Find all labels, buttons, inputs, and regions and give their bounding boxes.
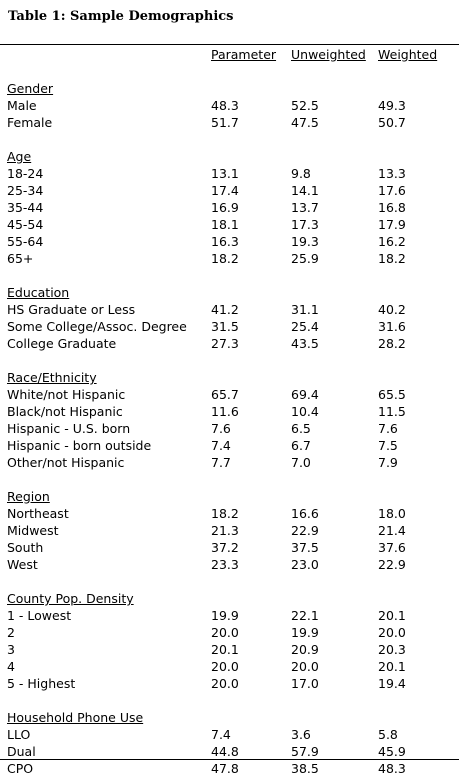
unweighted-value: 9.8 bbox=[291, 166, 311, 181]
row-label: White/not Hispanic bbox=[7, 387, 126, 402]
weighted-value: 21.4 bbox=[378, 523, 406, 538]
unweighted-value: 31.1 bbox=[291, 302, 319, 317]
table-row bbox=[0, 403, 459, 420]
spacer-row bbox=[0, 352, 459, 369]
row-label: Hispanic - born outside bbox=[7, 438, 152, 453]
unweighted-value: 20.9 bbox=[291, 642, 319, 657]
spacer-row bbox=[0, 131, 459, 148]
column-header-unweighted: Unweighted bbox=[291, 47, 366, 62]
spacer-row bbox=[0, 267, 459, 284]
row-label: 35-44 bbox=[7, 200, 44, 215]
table-row bbox=[0, 420, 459, 437]
weighted-value: 7.5 bbox=[378, 438, 398, 453]
row-label: South bbox=[7, 540, 44, 555]
top-rule bbox=[0, 44, 459, 45]
demographics-table bbox=[0, 46, 459, 777]
weighted-value: 17.9 bbox=[378, 217, 406, 232]
parameter-value: 31.5 bbox=[211, 319, 239, 334]
parameter-value: 16.9 bbox=[211, 200, 239, 215]
parameter-value: 65.7 bbox=[211, 387, 239, 402]
weighted-value: 5.8 bbox=[378, 727, 398, 742]
unweighted-value: 6.7 bbox=[291, 438, 311, 453]
parameter-value: 41.2 bbox=[211, 302, 239, 317]
unweighted-value: 52.5 bbox=[291, 98, 319, 113]
unweighted-value: 37.5 bbox=[291, 540, 319, 555]
weighted-value: 37.6 bbox=[378, 540, 406, 555]
table-row bbox=[0, 607, 459, 624]
parameter-value: 13.1 bbox=[211, 166, 239, 181]
section-heading: County Pop. Density bbox=[7, 591, 134, 606]
row-label: Some College/Assoc. Degree bbox=[7, 319, 187, 334]
unweighted-value: 16.6 bbox=[291, 506, 319, 521]
table-row bbox=[0, 114, 459, 131]
row-label: Other/not Hispanic bbox=[7, 455, 125, 470]
weighted-value: 20.1 bbox=[378, 608, 406, 623]
table-row bbox=[0, 165, 459, 182]
section-heading-row bbox=[0, 709, 459, 726]
parameter-value: 51.7 bbox=[211, 115, 239, 130]
weighted-value: 16.8 bbox=[378, 200, 406, 215]
unweighted-value: 43.5 bbox=[291, 336, 319, 351]
spacer-row bbox=[0, 692, 459, 709]
weighted-value: 16.2 bbox=[378, 234, 406, 249]
table-row bbox=[0, 726, 459, 743]
section-heading-row bbox=[0, 590, 459, 607]
table-row bbox=[0, 301, 459, 318]
table-row bbox=[0, 335, 459, 352]
weighted-value: 20.1 bbox=[378, 659, 406, 674]
unweighted-value: 22.1 bbox=[291, 608, 319, 623]
weighted-value: 19.4 bbox=[378, 676, 406, 691]
weighted-value: 48.3 bbox=[378, 761, 406, 776]
row-label: West bbox=[7, 557, 38, 572]
table-row bbox=[0, 641, 459, 658]
weighted-value: 18.2 bbox=[378, 251, 406, 266]
parameter-value: 27.3 bbox=[211, 336, 239, 351]
parameter-value: 20.1 bbox=[211, 642, 239, 657]
unweighted-value: 20.0 bbox=[291, 659, 319, 674]
table-row bbox=[0, 250, 459, 267]
parameter-value: 20.0 bbox=[211, 625, 239, 640]
spacer-row bbox=[0, 471, 459, 488]
weighted-value: 28.2 bbox=[378, 336, 406, 351]
unweighted-value: 6.5 bbox=[291, 421, 311, 436]
parameter-value: 19.9 bbox=[211, 608, 239, 623]
row-label: 25-34 bbox=[7, 183, 44, 198]
parameter-value: 7.4 bbox=[211, 727, 231, 742]
weighted-value: 18.0 bbox=[378, 506, 406, 521]
row-label: Dual bbox=[7, 744, 36, 759]
unweighted-value: 3.6 bbox=[291, 727, 311, 742]
unweighted-value: 47.5 bbox=[291, 115, 319, 130]
section-heading-row bbox=[0, 369, 459, 386]
table-row bbox=[0, 556, 459, 573]
unweighted-value: 19.3 bbox=[291, 234, 319, 249]
unweighted-value: 13.7 bbox=[291, 200, 319, 215]
section-heading-row bbox=[0, 80, 459, 97]
table-row bbox=[0, 675, 459, 692]
table-row bbox=[0, 233, 459, 250]
parameter-value: 21.3 bbox=[211, 523, 239, 538]
row-label: 45-54 bbox=[7, 217, 44, 232]
row-label: 1 - Lowest bbox=[7, 608, 72, 623]
table-row bbox=[0, 505, 459, 522]
weighted-value: 11.5 bbox=[378, 404, 406, 419]
row-label: 3 bbox=[7, 642, 15, 657]
row-label: Female bbox=[7, 115, 53, 130]
weighted-value: 40.2 bbox=[378, 302, 406, 317]
parameter-value: 17.4 bbox=[211, 183, 239, 198]
spacer-row bbox=[0, 63, 459, 80]
bottom-rule bbox=[0, 759, 459, 760]
weighted-value: 22.9 bbox=[378, 557, 406, 572]
column-header-weighted: Weighted bbox=[378, 47, 438, 62]
unweighted-value: 19.9 bbox=[291, 625, 319, 640]
row-label: Midwest bbox=[7, 523, 59, 538]
unweighted-value: 25.4 bbox=[291, 319, 319, 334]
parameter-value: 37.2 bbox=[211, 540, 239, 555]
parameter-value: 11.6 bbox=[211, 404, 239, 419]
parameter-value: 44.8 bbox=[211, 744, 239, 759]
table-row bbox=[0, 182, 459, 199]
weighted-value: 7.6 bbox=[378, 421, 398, 436]
row-label: HS Graduate or Less bbox=[7, 302, 136, 317]
column-header-parameter: Parameter bbox=[211, 47, 277, 62]
row-label: 2 bbox=[7, 625, 15, 640]
section-heading: Age bbox=[7, 149, 32, 164]
table-row bbox=[0, 318, 459, 335]
weighted-value: 7.9 bbox=[378, 455, 398, 470]
table-row bbox=[0, 539, 459, 556]
table-row bbox=[0, 454, 459, 471]
parameter-value: 23.3 bbox=[211, 557, 239, 572]
section-heading: Race/Ethnicity bbox=[7, 370, 97, 385]
parameter-value: 16.3 bbox=[211, 234, 239, 249]
header-row bbox=[0, 46, 459, 63]
row-label: 18-24 bbox=[7, 166, 44, 181]
section-heading-row bbox=[0, 148, 459, 165]
parameter-value: 18.2 bbox=[211, 251, 239, 266]
unweighted-value: 57.9 bbox=[291, 744, 319, 759]
row-label: LLO bbox=[7, 727, 31, 742]
section-heading: Gender bbox=[7, 81, 54, 96]
weighted-value: 65.5 bbox=[378, 387, 406, 402]
weighted-value: 13.3 bbox=[378, 166, 406, 181]
table-row bbox=[0, 199, 459, 216]
unweighted-value: 17.0 bbox=[291, 676, 319, 691]
row-label: College Graduate bbox=[7, 336, 117, 351]
table-row bbox=[0, 437, 459, 454]
weighted-value: 17.6 bbox=[378, 183, 406, 198]
table-title: Table 1: Sample Demographics bbox=[8, 9, 234, 24]
row-label: Hispanic - U.S. born bbox=[7, 421, 131, 436]
section-heading-row bbox=[0, 488, 459, 505]
table-row bbox=[0, 624, 459, 641]
unweighted-value: 69.4 bbox=[291, 387, 319, 402]
section-heading: Household Phone Use bbox=[7, 710, 144, 725]
row-label: CPO bbox=[7, 761, 34, 776]
table-row bbox=[0, 216, 459, 233]
weighted-value: 50.7 bbox=[378, 115, 406, 130]
section-heading: Region bbox=[7, 489, 50, 504]
parameter-value: 47.8 bbox=[211, 761, 239, 776]
unweighted-value: 14.1 bbox=[291, 183, 319, 198]
weighted-value: 20.3 bbox=[378, 642, 406, 657]
unweighted-value: 17.3 bbox=[291, 217, 319, 232]
row-label: 55-64 bbox=[7, 234, 44, 249]
unweighted-value: 10.4 bbox=[291, 404, 319, 419]
parameter-value: 48.3 bbox=[211, 98, 239, 113]
parameter-value: 18.1 bbox=[211, 217, 239, 232]
row-label: Northeast bbox=[7, 506, 69, 521]
parameter-value: 18.2 bbox=[211, 506, 239, 521]
table-row bbox=[0, 658, 459, 675]
weighted-value: 49.3 bbox=[378, 98, 406, 113]
weighted-value: 31.6 bbox=[378, 319, 406, 334]
unweighted-value: 23.0 bbox=[291, 557, 319, 572]
parameter-value: 7.7 bbox=[211, 455, 231, 470]
parameter-value: 20.0 bbox=[211, 659, 239, 674]
unweighted-value: 38.5 bbox=[291, 761, 319, 776]
parameter-value: 7.4 bbox=[211, 438, 231, 453]
parameter-value: 7.6 bbox=[211, 421, 231, 436]
table-row bbox=[0, 97, 459, 114]
section-heading-row bbox=[0, 284, 459, 301]
row-label: 5 - Highest bbox=[7, 676, 76, 691]
parameter-value: 20.0 bbox=[211, 676, 239, 691]
section-heading: Education bbox=[7, 285, 70, 300]
row-label: 4 bbox=[7, 659, 15, 674]
weighted-value: 20.0 bbox=[378, 625, 406, 640]
row-label: Black/not Hispanic bbox=[7, 404, 123, 419]
unweighted-value: 7.0 bbox=[291, 455, 311, 470]
table-row bbox=[0, 522, 459, 539]
weighted-value: 45.9 bbox=[378, 744, 406, 759]
unweighted-value: 25.9 bbox=[291, 251, 319, 266]
row-label: Male bbox=[7, 98, 37, 113]
spacer-row bbox=[0, 573, 459, 590]
table-row bbox=[0, 386, 459, 403]
table-row bbox=[0, 743, 459, 760]
row-label: 65+ bbox=[7, 251, 34, 266]
unweighted-value: 22.9 bbox=[291, 523, 319, 538]
